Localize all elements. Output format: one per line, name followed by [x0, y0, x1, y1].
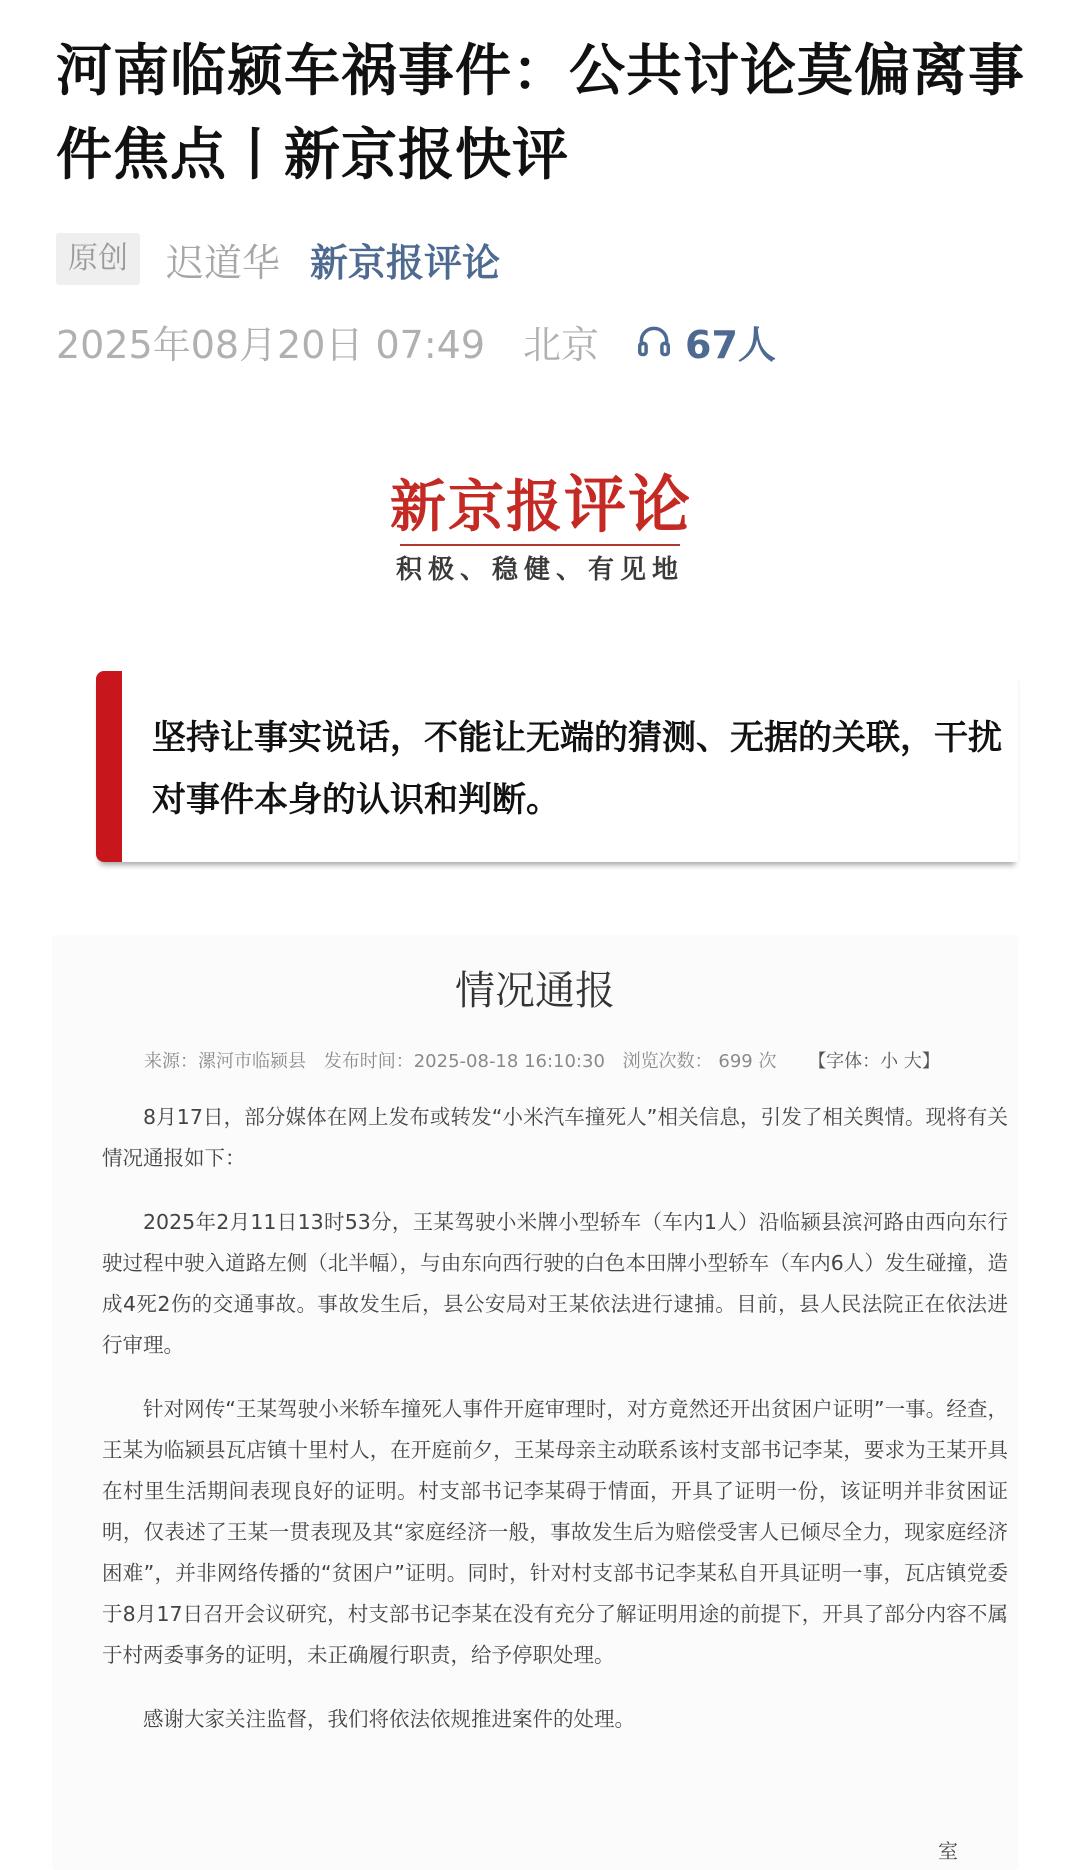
notice-font-size-control: 【字体：小 大】	[808, 1051, 940, 1072]
logo-name-part2: 评论	[564, 468, 693, 541]
notice-signature-fragment: 室	[938, 1839, 958, 1863]
quote-accent-bar	[96, 671, 122, 862]
notice-source: 来源：漯河市临颍县	[144, 1051, 306, 1072]
notice-meta	[144, 1048, 1004, 1076]
article-title: 河南临颍车祸事件：公共讨论莫偏离事件焦点丨新京报快评	[56, 39, 1025, 188]
notice-time: 发布时间：2025-08-18 16:10:30	[323, 1051, 605, 1072]
xinjingbao-comment-logo	[390, 468, 693, 590]
logo-name-part1: 新京报	[390, 474, 564, 540]
notice-views: 浏览次数： 699 次	[622, 1051, 777, 1072]
logo-text	[390, 468, 693, 542]
logo-slogan: 积极、稳健、有见地	[395, 555, 684, 585]
publish-info-row	[56, 313, 776, 369]
logo-divider	[400, 544, 680, 546]
listen-count: 67人	[685, 322, 776, 367]
notice-paragraph: 针对网传“王某驾驶小米轿车撞死人事件开庭审理时，对方竟然还开出贫困户证明”一事。经查，王某为临颍县瓦店镇十里村人，在开庭前夕，王某母亲主动联系该村支部书记李某，要求为王某开具在村里生活期间表现良好的证明。村支部书记李某碍于情面，开具了证明一份，该证明并非贫困证明，仅表述了王某一贯表现及其“家庭经济一般，事故发生后为赔偿受害人已倾尽全力，现家庭经济困难”，并非网络传播的“贫困户”证明。同时，针对村支部书记李某私自开具证明一事，瓦店镇党委于8月17日召开会议研究，村支部书记李某在没有充分了解证明用途的前提下，开具了部分内容不属于村两委事务的证明，未正确履行职责，给予停职处理。	[102, 1397, 1008, 1667]
official-notice-image[interactable]	[52, 935, 1018, 1870]
author-name: 迟道华	[166, 240, 281, 285]
source-account-link[interactable]: 新京报评论	[310, 240, 501, 285]
publish-location: 北京	[523, 322, 600, 367]
quote-text: 坚持让事实说话，不能让无端的猜测、无据的关联，干扰对事件本身的认识和判断。	[152, 718, 1002, 820]
notice-title: 情况通报	[455, 968, 615, 1014]
publish-datetime: 2025年08月20日 07:49	[56, 322, 486, 367]
notice-paragraph: 感谢大家关注监督，我们将依法依规推进案件的处理。	[143, 1707, 635, 1731]
notice-paragraph: 2025年2月11日13时53分，王某驾驶小米牌小型轿车（车内1人）沿临颍县滨河路由西向东行驶过程中驶入道路左侧（北半幅），与由东向西行驶的白色本田牌小型轿车（车内6人）发生碰撞，造成4死2伤的交通事故。事故发生后，县公安局对王某依法进行逮捕。目前，县人民法院正在依法进行审理。	[102, 1210, 1008, 1357]
highlight-quote-box	[96, 671, 1018, 862]
notice-body	[102, 1097, 1008, 1763]
headphones-icon	[635, 322, 673, 360]
notice-paragraph: 8月17日，部分媒体在网上发布或转发“小米汽车撞死人”相关信息，引发了相关舆情。现将有关情况通报如下：	[102, 1105, 1008, 1170]
listen-button[interactable]	[635, 314, 776, 369]
original-badge: 原创	[56, 233, 140, 285]
author-row	[56, 232, 500, 286]
